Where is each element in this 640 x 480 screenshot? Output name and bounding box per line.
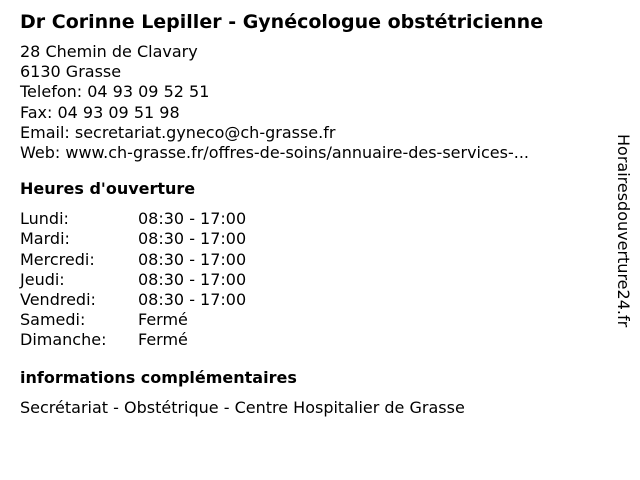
day-label: Mercredi: — [20, 249, 95, 269]
time-value: 08:30 - 17:00 — [138, 249, 247, 269]
listing-card — [20, 10, 610, 418]
hours-row-saturday — [20, 310, 610, 330]
hours-row-monday — [20, 209, 610, 229]
day-label: Dimanche: — [20, 330, 107, 350]
site-watermark: Horairesdouverture24.fr — [614, 134, 633, 328]
additional-info-heading: informations complémentaires — [20, 367, 297, 387]
day-label: Mardi: — [20, 229, 70, 249]
page-title: Dr Corinne Lepiller - Gynécologue obstétricienne — [20, 11, 544, 33]
time-value: 08:30 - 17:00 — [138, 290, 247, 310]
day-label: Jeudi: — [20, 269, 65, 289]
time-value: Fermé — [138, 310, 188, 330]
phone-number[interactable]: Telefon: 04 93 09 52 51 — [20, 82, 210, 102]
opening-hours-table — [20, 209, 610, 350]
address-street: 28 Chemin de Clavary — [20, 42, 198, 61]
hours-row-tuesday — [20, 229, 610, 249]
hours-row-wednesday — [20, 250, 610, 270]
address-city: 6130 Grasse — [20, 62, 122, 82]
hours-row-friday — [20, 290, 610, 310]
time-value: 08:30 - 17:00 — [138, 209, 247, 229]
day-label: Samedi: — [20, 310, 86, 330]
email-address[interactable]: Email: secretariat.gyneco@ch-grasse.fr — [20, 122, 336, 142]
website-link[interactable]: Web: www.ch-grasse.fr/offres-de-soins/annuaire-des-services-... — [20, 143, 529, 163]
opening-hours-heading: Heures d'ouverture — [20, 179, 196, 199]
hours-row-thursday — [20, 270, 610, 290]
time-value: Fermé — [138, 330, 188, 350]
time-value: 08:30 - 17:00 — [138, 229, 247, 249]
hours-row-sunday — [20, 330, 610, 350]
time-value: 08:30 - 17:00 — [138, 269, 247, 289]
contact-block — [20, 42, 610, 163]
fax-number: Fax: 04 93 09 51 98 — [20, 102, 180, 122]
day-label: Lundi: — [20, 209, 69, 229]
additional-info-text: Secrétariat - Obstétrique - Centre Hospitalier de Grasse — [20, 397, 465, 417]
day-label: Vendredi: — [20, 290, 96, 310]
